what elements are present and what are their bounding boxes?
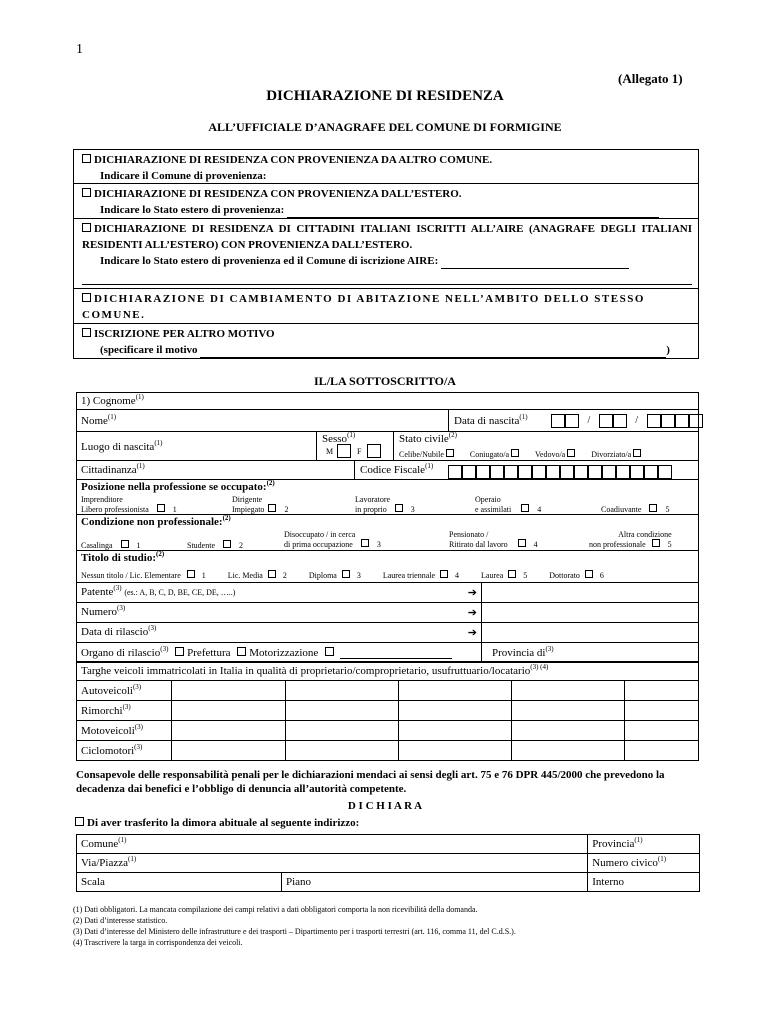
targa-input[interactable]	[625, 741, 699, 761]
targhe-label: Rimorchi	[81, 704, 123, 717]
page-number: 1	[76, 42, 83, 57]
prefettura-label: Prefettura	[187, 646, 231, 659]
option-title: DICHIARAZIONE DI RESIDENZA DI CITTADINI ITALIANI ISCRITTI ALL’AIRE (ANAGRAFE DEGLI ITALIANI RESIDENTI ALL’ESTERO) CON PROVENIENZA DALL’ESTERO.	[82, 223, 692, 251]
cond-number: 5	[667, 540, 672, 549]
section-label: Posizione nella professione se occupato:	[81, 481, 267, 493]
footnote-mark: (1)	[135, 393, 144, 401]
checkbox-icon[interactable]	[268, 504, 276, 512]
cond-label: non professionale	[589, 540, 646, 549]
footnote-mark: (1)	[127, 855, 137, 863]
footnote-mark: (3)	[134, 722, 143, 731]
footnote-3: (3) Dati d’interesse del Ministero delle infrastrutture e dei trasporti – Dipartimento per i trasporti terrestri (art. 116, comma 11, del C.d.S.).	[73, 927, 516, 936]
consapevole-text: Consapevole delle responsabilità penali per le dichiarazioni mendaci ai sensi degli art. 75 e 76 DPR 445/2000 che prevedono la decadenza dai benefici e l’obbligo di denuncia all’autorità competente.	[76, 769, 665, 795]
option-sub: (specificare il motivo	[100, 344, 198, 356]
titolo-label: Diploma	[308, 571, 337, 580]
checkbox-icon[interactable]	[518, 539, 526, 547]
titolo-label: Lic. Media	[227, 571, 263, 580]
checkbox-icon[interactable]	[652, 539, 660, 547]
field-label: Patente	[81, 586, 114, 598]
option-sub: Indicare lo Stato estero di provenienza ed il Comune di iscrizione AIRE:	[100, 255, 439, 267]
cond-number: 1	[136, 541, 141, 550]
interno-field[interactable]	[588, 873, 700, 892]
footnote-4: (4) Trascrivere la targa in corrispondenza dei veicoli.	[73, 938, 243, 947]
pos-number: 2	[284, 505, 289, 514]
pos-label: Impiegato	[232, 505, 265, 514]
pos-label: Coadiuvante	[601, 505, 642, 514]
checkbox-icon[interactable]	[585, 570, 593, 578]
vedovo-label: Vedovo/a	[535, 450, 566, 459]
close-paren: )	[666, 344, 670, 356]
cond-number: 4	[533, 540, 538, 549]
cond-number: 3	[376, 540, 381, 549]
field-label: Data di nascita	[454, 415, 520, 427]
field-label: Interno	[592, 876, 624, 888]
footnote-mark: (1)	[347, 431, 356, 439]
checkbox-icon[interactable]	[342, 570, 350, 578]
titolo-number: 1	[201, 571, 206, 580]
titolo-label: Nessun titolo / Lic. Elementare	[81, 571, 181, 580]
cond-label: Studente	[187, 541, 215, 550]
checkbox-icon[interactable]	[649, 504, 657, 512]
cond-label: Pensionato /	[449, 530, 489, 539]
cognome-field[interactable]	[76, 392, 699, 410]
field-label: Comune	[81, 838, 119, 850]
footnote-mark: (1)	[634, 836, 643, 844]
option-sub: Indicare lo Stato estero di provenienza:	[100, 204, 285, 216]
footnote-mark: (1)	[107, 413, 117, 421]
titolo-number: 5	[523, 571, 528, 580]
patente-hint: (es.: A, B, C, D, BE, CE, DE, …..)	[124, 588, 236, 597]
targa-input[interactable]	[625, 701, 699, 721]
coniugato-label: Coniugato/a	[469, 450, 509, 459]
data-rilascio-input[interactable]	[482, 623, 699, 643]
sesso-m-label: M	[326, 447, 334, 456]
address-table	[76, 834, 700, 892]
sesso-field[interactable]	[316, 431, 394, 461]
pos-label: Imprenditore	[81, 495, 123, 504]
trasferito-label: Di aver trasferito la dimora abituale al seguente indirizzo:	[87, 817, 360, 829]
section-label: Titolo di studio:	[81, 552, 156, 564]
titolo-label: Laurea	[481, 571, 504, 580]
checkbox-icon[interactable]	[82, 328, 91, 337]
footnote-mark: (3)	[134, 742, 143, 751]
input-line[interactable]	[82, 284, 692, 285]
footnote-mark: (3)	[148, 624, 157, 632]
checkbox-icon[interactable]	[446, 449, 454, 457]
date-slash: /	[587, 415, 591, 427]
field-label: Scala	[81, 876, 105, 888]
trasferito-option[interactable]	[75, 817, 359, 829]
checkbox-icon[interactable]	[511, 449, 519, 457]
targa-input[interactable]	[286, 721, 399, 741]
targa-input[interactable]	[286, 741, 399, 761]
cond-number: 2	[239, 541, 243, 550]
targhe-title-row	[76, 661, 699, 681]
targa-input[interactable]	[399, 741, 512, 761]
targa-input[interactable]	[512, 721, 625, 741]
targa-input[interactable]	[172, 721, 286, 741]
pos-number: 4	[537, 505, 542, 514]
targa-input[interactable]	[512, 741, 625, 761]
footnote-mark: (2)	[448, 431, 457, 439]
checkbox-icon[interactable]	[82, 188, 91, 197]
date-slash: /	[635, 415, 639, 427]
option-title: DICHIARAZIONE DI RESIDENZA CON PROVENIENZA DALL’ESTERO.	[94, 188, 462, 200]
footnote-mark: (1)	[154, 439, 163, 447]
footnote-mark: (1)	[118, 836, 127, 844]
option-title: DICHIARAZIONE DI RESIDENZA CON PROVENIENZA DA ALTRO COMUNE.	[94, 154, 493, 166]
field-label: Cittadinanza	[81, 464, 137, 476]
cond-label: Casalinga	[81, 541, 113, 550]
field-label: Numero civico	[592, 857, 658, 869]
page-title: DICHIARAZIONE DI RESIDENZA	[266, 88, 504, 104]
pos-label: Lavoratore	[355, 495, 391, 504]
via-field[interactable]	[77, 854, 588, 873]
data-nascita-field[interactable]	[448, 409, 699, 432]
footnote-mark: (2)	[156, 550, 165, 558]
footnote-mark: (3) (4)	[530, 663, 549, 671]
checkbox-icon[interactable]	[121, 540, 129, 548]
titolo-section	[76, 550, 699, 583]
field-label: Codice Fiscale	[360, 464, 426, 476]
arrow-right-icon: ➔	[467, 607, 477, 619]
allegato-label: (Allegato 1)	[618, 71, 683, 86]
checkbox-icon[interactable]	[508, 570, 516, 578]
input-line[interactable]	[200, 357, 666, 358]
titolo-number: 3	[356, 571, 361, 580]
targa-input[interactable]	[625, 721, 699, 741]
field-label: Provincia	[592, 838, 635, 850]
footnote-mark: (3)	[122, 702, 131, 711]
comune-field[interactable]	[77, 835, 588, 854]
checkbox-icon[interactable]	[175, 647, 184, 656]
footnote-mark: (1)	[425, 462, 434, 470]
motorizzazione-label: Motorizzazione	[249, 646, 319, 659]
input-line[interactable]	[441, 268, 629, 269]
checkbox-icon[interactable]	[567, 449, 575, 457]
checkbox-icon[interactable]	[82, 154, 91, 163]
footnote-mark: (3)	[117, 604, 126, 612]
patente-table	[76, 582, 699, 663]
checkbox-icon[interactable]	[75, 817, 84, 826]
pos-label: e assimilati	[475, 505, 512, 514]
titolo-number: 4	[455, 571, 460, 580]
numero-input[interactable]	[482, 603, 699, 623]
checkbox-icon[interactable]	[268, 570, 276, 578]
titolo-label: Dottorato	[549, 571, 580, 580]
nome-field[interactable]	[76, 409, 449, 432]
targa-input[interactable]	[286, 681, 399, 701]
targhe-label: Ciclomotori	[81, 744, 135, 757]
targa-input[interactable]	[399, 681, 512, 701]
footnote-mark: (3)	[132, 682, 142, 691]
footnote-mark: (3)	[113, 584, 122, 592]
cond-label: Ritirato dal lavoro	[449, 540, 508, 549]
checkbox-icon[interactable]	[223, 540, 231, 548]
section-sottoscritto: IL/LA SOTTOSCRITTO/A	[314, 374, 456, 388]
checkbox-icon[interactable]	[361, 539, 369, 547]
condizione-section	[76, 514, 699, 551]
sesso-f-label: F	[357, 447, 362, 456]
targhe-table	[76, 680, 699, 761]
field-label: Via/Piazza	[81, 857, 128, 869]
field-label: Numero	[81, 606, 118, 618]
celibe-label: Celibe/Nubile	[399, 450, 444, 459]
footnote-1: (1) Dati obbligatori. La mancata compilazione dei campi relativi a dati obbligatori comporta la non ricevibilità della domanda.	[73, 905, 478, 914]
field-label: Sesso	[322, 433, 348, 445]
pos-label: Libero professionista	[81, 505, 149, 514]
checkbox-icon[interactable]	[187, 570, 195, 578]
pos-label: Dirigente	[232, 495, 263, 504]
field-label: Targhe veicoli immatricolati in Italia in qualità di proprietario/comproprietario, usufruttuario/locatario	[81, 665, 531, 677]
sesso-m-box[interactable]	[337, 444, 351, 458]
codice-fiscale-field[interactable]	[354, 460, 699, 480]
civico-field[interactable]	[588, 854, 700, 873]
targa-input[interactable]	[286, 701, 399, 721]
dichiara-heading: D I C H I A R A	[347, 800, 423, 812]
stato-civile-field[interactable]	[393, 431, 699, 461]
field-label: Data di rilascio	[81, 626, 149, 638]
option-cambio-abitazione[interactable]	[73, 288, 699, 324]
targa-input[interactable]	[399, 721, 512, 741]
arrow-right-icon: ➔	[467, 627, 477, 639]
field-label: Provincia di	[492, 646, 546, 659]
titolo-label: Laurea triennale	[382, 571, 436, 580]
checkbox-icon[interactable]	[395, 504, 403, 512]
divorziato-label: Divorziato/a	[591, 450, 632, 459]
footnote-mark: (2)	[222, 514, 231, 522]
sesso-f-box[interactable]	[367, 444, 381, 458]
checkbox-icon[interactable]	[82, 223, 91, 232]
checkbox-icon[interactable]	[157, 504, 165, 512]
posizione-section	[76, 479, 699, 515]
targa-input[interactable]	[172, 701, 286, 721]
field-label: Organo di rilascio	[81, 646, 161, 659]
cond-label: Altra condizione	[618, 530, 672, 539]
targa-input[interactable]	[399, 701, 512, 721]
option-sub: Indicare il Comune di provenienza:	[100, 170, 267, 182]
field-label: Nome	[81, 415, 108, 427]
page-subtitle: ALL’UFFICIALE D’ANAGRAFE DEL COMUNE DI FORMIGINE	[208, 120, 562, 134]
scala-field[interactable]	[77, 873, 282, 892]
luogo-nascita-field[interactable]	[76, 431, 317, 461]
field-label: Stato civile	[399, 433, 449, 445]
checkbox-icon[interactable]	[521, 504, 529, 512]
option-estero[interactable]	[73, 183, 699, 219]
checkbox-icon[interactable]	[325, 647, 334, 656]
section-label: Condizione non professionale:	[81, 516, 223, 528]
pos-number: 1	[172, 505, 177, 514]
targa-input[interactable]	[512, 701, 625, 721]
pos-label: Operaio	[475, 495, 501, 504]
option-altro-comune[interactable]	[73, 149, 699, 184]
option-title: ISCRIZIONE PER ALTRO MOTIVO	[94, 328, 275, 340]
option-altro-motivo[interactable]	[73, 323, 699, 359]
cond-label: Disoccupato / in cerca	[284, 530, 356, 539]
field-label: Luogo di nascita	[81, 441, 155, 453]
provincia-field[interactable]	[588, 835, 700, 854]
cond-label: di prima occupazione	[284, 540, 353, 549]
piano-field[interactable]	[282, 873, 588, 892]
arrow-right-icon: ➔	[467, 587, 477, 599]
patente-input[interactable]	[482, 583, 699, 603]
footnote-mark: (2)	[266, 479, 275, 487]
titolo-number: 2	[282, 571, 287, 580]
footnote-mark: (1)	[657, 855, 667, 863]
option-title: DICHIARAZIONE DI CAMBIAMENTO DI ABITAZIONE NELL’AMBITO DELLO STESSO COMUNE.	[82, 293, 645, 321]
footnote-mark: (1)	[136, 462, 145, 470]
field-label: Piano	[286, 876, 312, 888]
checkbox-icon[interactable]	[82, 293, 91, 302]
field-label: 1) Cognome	[81, 395, 136, 407]
targa-input[interactable]	[172, 681, 286, 701]
pos-label: in proprio	[355, 505, 387, 514]
cittadinanza-field[interactable]	[76, 460, 355, 480]
checkbox-icon[interactable]	[440, 570, 448, 578]
pos-number: 5	[665, 505, 670, 514]
titolo-number: 6	[599, 571, 604, 580]
targhe-label: Autoveicoli	[81, 684, 133, 697]
input-line[interactable]	[340, 658, 452, 659]
footnote-2: (2) Dati d’interesse statistico.	[73, 916, 168, 925]
pos-number: 3	[410, 505, 415, 514]
footnote-mark: (3)	[545, 644, 554, 653]
targa-input[interactable]	[172, 741, 286, 761]
targa-input[interactable]	[512, 681, 625, 701]
option-aire[interactable]	[73, 218, 699, 289]
footnote-mark: (3)	[160, 644, 169, 653]
targhe-label: Motoveicoli	[81, 724, 135, 737]
checkbox-icon[interactable]	[633, 449, 641, 457]
footnote-mark: (1)	[519, 413, 528, 421]
checkbox-icon[interactable]	[237, 647, 246, 656]
targa-input[interactable]	[625, 681, 699, 701]
